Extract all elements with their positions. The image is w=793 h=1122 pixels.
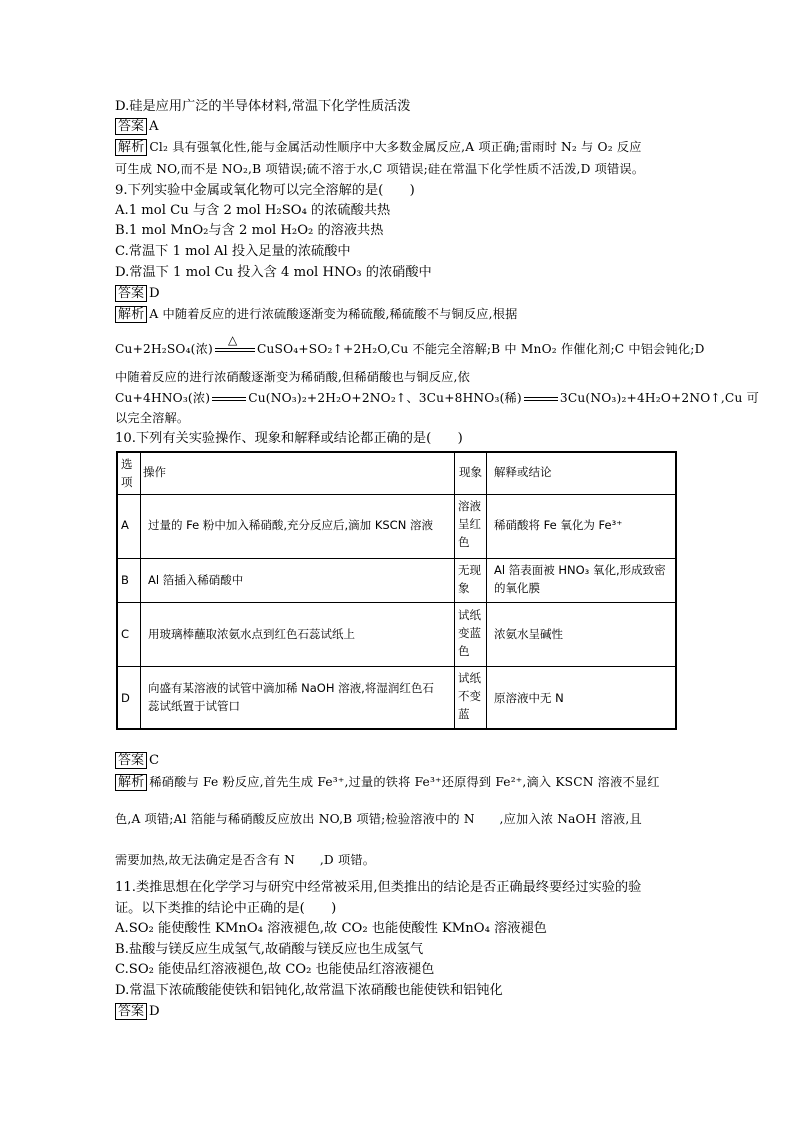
explanation-9a: 解析 A 中随着反应的进行浓硫酸逐渐变为稀硫酸,稀硫酸不与铜反应,根据 [115, 305, 517, 323]
explanation-9c: 中随着反应的进行浓硝酸逐渐变为稀硝酸,但稀硝酸也与铜反应,依 [115, 370, 470, 384]
answer-tag: 答案 [115, 118, 147, 135]
explanation-tag: 解析 [115, 306, 147, 323]
explanation-8b: 可生成 NO,而不是 NO₂,B 项错误;硫不溶于水,C 项错误;硅在常温下化学性质不活泼,D 项错误。 [115, 162, 645, 176]
table-row-phenomenon: 溶液 呈红 色 [458, 499, 481, 549]
table-row-conclusion: 原溶液中无 N [494, 691, 564, 705]
table-row-operation: Al 箔插入稀硝酸中 [148, 573, 244, 587]
equals-sign [524, 397, 558, 401]
q11-option-b: B.盐酸与镁反应生成氢气,故硝酸与镁反应也生成氢气 [115, 942, 424, 957]
table-row-option: B [121, 573, 129, 587]
answer-tag: 答案 [115, 752, 147, 769]
answer-10: 答案 C [115, 752, 159, 770]
q8-option-d: D.硅是应用广泛的半导体材料,常温下化学性质活泼 [115, 99, 411, 114]
table-row-option: D [121, 691, 130, 705]
explanation-9d: Cu+4HNO₃(浓) Cu(NO₃)₂+2H₂O+2NO₂↑、3Cu+8HNO₃(稀) 3Cu(NO₃)₂+4H₂O+2NO↑,Cu 可 [115, 391, 759, 405]
table-row-operation: 过量的 Fe 粉中加入稀硝酸,充分反应后,滴加 KSCN 溶液 [148, 518, 433, 532]
answer-value: A [149, 119, 159, 134]
table-row-operation: 向盛有某溶液的试管中滴加稀 NaOH 溶液,将湿润红色石 蕊试纸置于试管口 [148, 681, 434, 713]
explanation-tag: 解析 [115, 139, 147, 156]
question-9: 9.下列实验中金属或氧化物可以完全溶解的是( ) [115, 183, 415, 198]
answer-9: 答案 D [115, 285, 160, 303]
table-row-conclusion: Al 箔表面被 HNO₃ 氧化,形成致密 的氧化膜 [494, 563, 666, 595]
explanation-9b: Cu+2H₂SO₄(浓) △ CuSO₄+SO₂↑+2H₂O,Cu 不能完全溶解;B 中 MnO₂ 作催化剂;C 中铝会钝化;D [115, 332, 705, 356]
q9-option-c: C.常温下 1 mol Al 投入足量的浓硫酸中 [115, 244, 351, 259]
table-row-phenomenon: 试纸 不变 蓝 [458, 671, 481, 721]
table-row-option: C [121, 627, 130, 641]
header-option: 选 项 [121, 457, 133, 489]
explanation-tag: 解析 [115, 774, 147, 791]
header-phenomenon: 现象 [459, 465, 482, 479]
q11-option-d: D.常温下浓硫酸能使铁和铝钝化,故常温下浓硝酸也能使铁和铝钝化 [115, 983, 503, 998]
q9-option-b: B.1 mol MnO₂与含 2 mol H₂O₂ 的溶液共热 [115, 223, 384, 238]
answer-tag: 答案 [115, 285, 147, 302]
answer-8 [115, 118, 159, 136]
heat-condition-arrow: △ [215, 348, 255, 352]
table-row-phenomenon: 无现 象 [458, 563, 481, 595]
question-11a: 11.类推思想在化学学习与研究中经常被采用,但类推出的结论是否正确最终要经过实验的验 [115, 880, 642, 895]
equals-sign [212, 397, 246, 401]
q11-option-c: C.SO₂ 能使品红溶液褪色,故 CO₂ 也能使品红溶液褪色 [115, 962, 435, 977]
explanation-8a: 解析 Cl₂ 具有强氧化性,能与金属活动性顺序中大多数金属反应,A 项正确;雷雨时 N₂ 与 O₂ 反应 [115, 138, 642, 156]
q9-option-d: D.常温下 1 mol Cu 投入含 4 mol HNO₃ 的浓硝酸中 [115, 265, 432, 280]
table-row-operation: 用玻璃棒蘸取浓氨水点到红色石蕊试纸上 [148, 627, 355, 641]
explanation-10c: 需要加热,故无法确定是否含有 N ,D 项错。 [115, 853, 376, 867]
table-row-phenomenon: 试纸 变蓝 色 [458, 608, 481, 658]
answer-tag: 答案 [115, 1003, 147, 1020]
header-conclusion: 解释或结论 [494, 465, 552, 479]
explanation-10a: 解析 稀硝酸与 Fe 粉反应,首先生成 Fe³⁺,过量的铁将 Fe³⁺还原得到 Fe²⁺,滴入 KSCN 溶液不显红 [115, 773, 660, 791]
answer-11: 答案 D [115, 1003, 160, 1021]
experiment-table [116, 451, 677, 730]
table-row-option: A [121, 518, 129, 532]
explanation-10b: 色,A 项错;Al 箔能与稀硝酸反应放出 NO,B 项错;检验溶液中的 N ,应加入浓 NaOH 溶液,且 [115, 812, 642, 826]
table-row-conclusion: 稀硝酸将 Fe 氧化为 Fe³⁺ [494, 518, 623, 532]
q11-option-a: A.SO₂ 能使酸性 KMnO₄ 溶液褪色,故 CO₂ 也能使酸性 KMnO₄ 溶液褪色 [115, 921, 547, 936]
question-11b: 证。以下类推的结论中正确的是( ) [115, 901, 337, 916]
header-operation: 操作 [143, 465, 166, 479]
q9-option-a: A.1 mol Cu 与含 2 mol H₂SO₄ 的浓硫酸共热 [115, 203, 391, 218]
question-10: 10.下列有关实验操作、现象和解释或结论都正确的是( ) [115, 431, 463, 446]
explanation-9e: 以完全溶解。 [115, 411, 190, 425]
table-row-conclusion: 浓氨水呈碱性 [494, 627, 563, 641]
